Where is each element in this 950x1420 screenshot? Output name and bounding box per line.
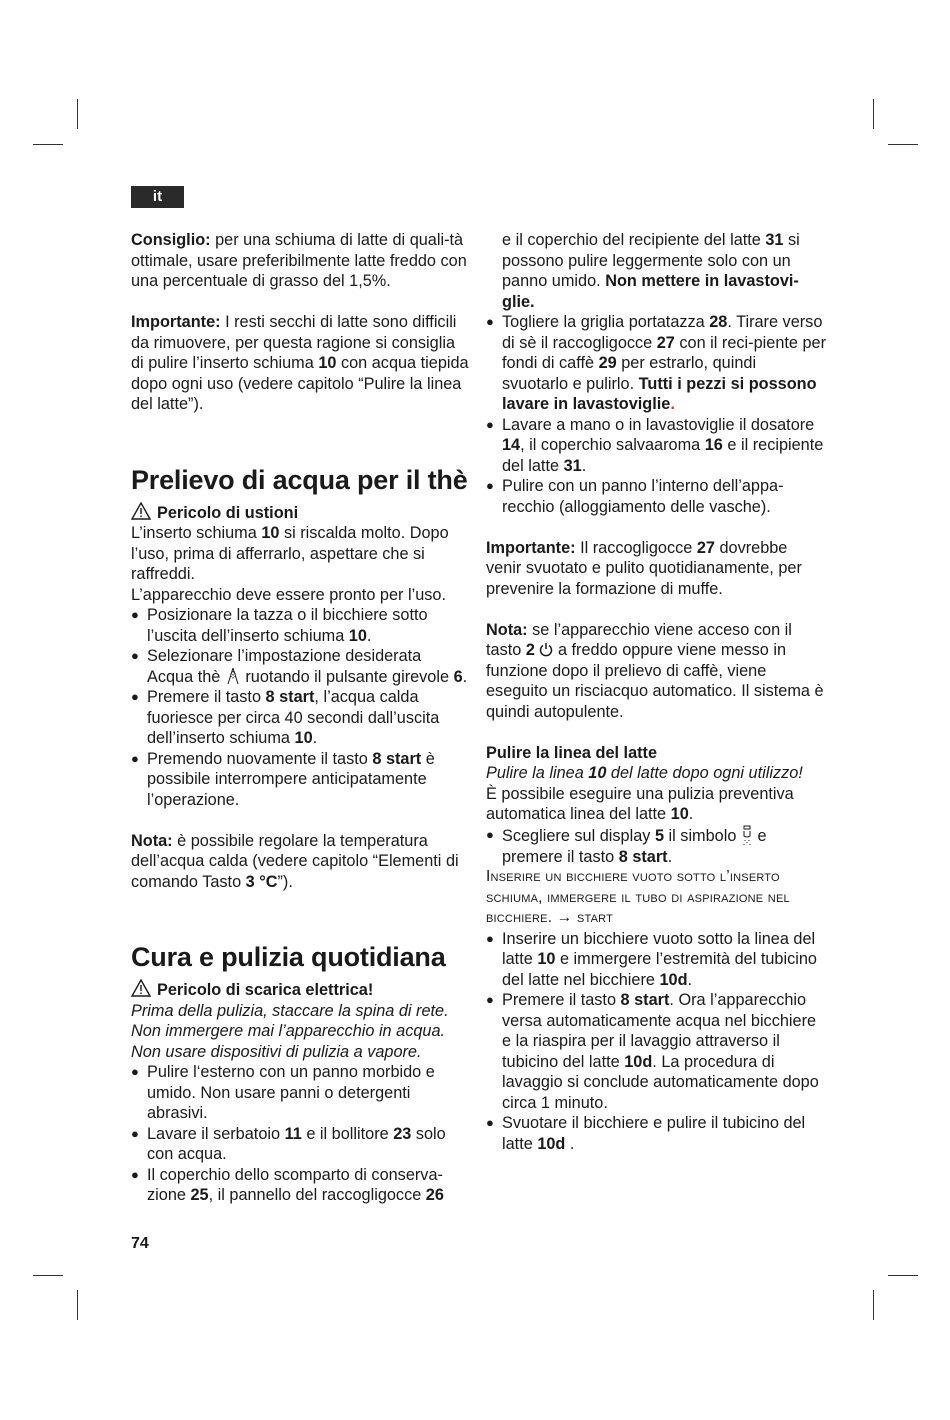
section-heading-cleaning: Cura e pulizia quotidiana (131, 942, 446, 972)
important-paragraph: Importante: Il raccogligocce 27 dovrebbe venir svuotato e pulito quotidianamente, per prevenire la formazione di muffe. (486, 538, 802, 598)
list-item: ● Selezionare l’impostazione desiderata Acqua thè ruotando il pulsante girevole 6. (131, 646, 471, 687)
tea-steps-list (131, 605, 471, 810)
burn-warning-text: L’inserto schiuma 10 si riscalda molto. Dopo l’uso, prima di afferrarlo, aspettare che si raffreddi. (131, 524, 449, 583)
note-paragraph: Nota: se l’apparecchio viene acceso con il tasto 2 a freddo oppure viene messo in funzione dopo il prelievo di caffè, viene eseguito un risciacquo automatico. Il sistema è quindi autopulente. (486, 620, 824, 721)
list-item: ● Posizionare la tazza o il bicchiere sotto l’uscita dell’inserto schiuma 10. (131, 605, 471, 646)
crop-mark (33, 1275, 63, 1276)
important-paragraph: Importante: I resti secchi di latte sono difficili da rimuovere, per questa ragione si consiglia di pulire l’inserto schiuma 10 con acqua tiepida dopo ogni uso (vedere capitolo “Pulire la linea del latte”). (131, 313, 469, 413)
list-item: ● Lavare a mano o in lavastoviglie il dosatore 14, il coperchio salvaaroma 16 e il recipiente del latte 31. (486, 415, 826, 477)
list-item: ● Pulire l‘esterno con un panno morbido e umido. Non usare panni o detergenti abrasivi. (131, 1062, 471, 1124)
crop-mark (33, 144, 63, 145)
warning-triangle-icon (131, 502, 151, 520)
tip-paragraph: Consiglio: per una schiuma di latte di quali-tà ottimale, usare preferibilmente latte freddo con una percentuale di grasso del 1,5%. (131, 231, 467, 290)
cleaning-steps-list-cont (486, 312, 826, 517)
shock-warning-text: Prima della pulizia, staccare la spina di rete. Non immergere mai l’apparecchio in acqua. Non usare dispositivi di pulizia a vapore. (131, 1001, 449, 1061)
crop-mark (77, 1290, 78, 1320)
italic-instruction: Pulire la linea 10 del latte dopo ogni utilizzo! (486, 764, 803, 782)
shock-warning: Pericolo di scarica elettrica! (131, 979, 471, 1001)
milk-line-steps (486, 825, 826, 868)
preventive-text: È possibile eseguire una pulizia preventiva automatica linea del latte 10. (486, 784, 794, 823)
milk-line-steps-cont (486, 929, 826, 1155)
list-item: ● Togliere la griglia portatazza 28. Tirare verso di sè il raccogligocce 27 con il reci-piente per fondi di caffè 29 per estrarlo, quindi svuotarlo e pulirlo. Tutti i pezzi si possono lavare in lavastoviglie. (486, 312, 826, 415)
crop-mark (888, 1275, 918, 1276)
display-message: Inserire un bicchiere vuoto sotto l’inserto schiuma, immergere il tubo di aspirazione nel bicchiere. → start (486, 868, 790, 926)
crop-mark (888, 144, 918, 145)
burn-warning: Pericolo di ustioni (131, 502, 471, 524)
section-heading-tea-water: Prelievo di acqua per il thè (131, 464, 468, 495)
warning-triangle-icon (131, 979, 151, 997)
list-item: ● Premendo nuovamente il tasto 8 start è possibile interrompere anticipatamente l’operazione. (131, 749, 471, 811)
list-item: ● Il coperchio dello scomparto di conserva-zione 25, il pannello del raccogligocce 26 (131, 1165, 471, 1206)
power-icon (539, 642, 553, 657)
crop-mark (873, 1290, 874, 1320)
list-item: ● Premere il tasto 8 start, l’acqua calda fuoriesce per circa 40 secondi dall’uscita dell’inserto schiuma 10. (131, 687, 471, 749)
ready-text: L’apparecchio deve essere pronto per l’uso. (131, 585, 446, 604)
left-column (131, 230, 471, 1206)
crop-mark (77, 99, 78, 129)
crop-mark (873, 99, 874, 129)
right-column (486, 230, 826, 1154)
cleaning-steps-list (131, 1062, 471, 1206)
note-paragraph: Nota: è possibile regolare la temperatura dell’acqua calda (vedere capitolo “Elementi di comando Tasto 3 °C”). (131, 831, 459, 891)
list-item: ● Scegliere sul display 5 il simbolo e premere il tasto 8 start. (486, 825, 826, 868)
list-item: ● Premere il tasto 8 start. Ora l’apparecchio versa automaticamente acqua nel bicchiere e la riaspira per il lavaggio attraverso il tubicino del latte 10d. La procedura di lavaggio si conclude automaticamente dopo circa 1 minuto. (486, 990, 826, 1113)
language-tag: it (131, 186, 184, 208)
list-item: ● Pulire con un panno l’interno dell’appa-recchio (alloggiamento delle vasche). (486, 476, 826, 517)
list-item: ● Inserire un bicchiere vuoto sotto la linea del latte 10 e immergere l’estremità del tubicino del latte nel bicchiere 10d. (486, 929, 826, 991)
page-number: 74 (131, 1235, 149, 1252)
milk-clean-icon (741, 825, 753, 847)
list-item: ● Svuotare il bicchiere e pulire il tubicino del latte 10d . (486, 1113, 826, 1154)
arrow-icon: → (556, 909, 573, 926)
continued-text: e il coperchio del recipiente del latte 31 si possono pulire leggermente solo con un panno umido. Non mettere in lavastovi-glie. (502, 231, 800, 311)
tea-water-icon (225, 667, 241, 685)
list-item: ● Lavare il serbatoio 11 e il bollitore 23 solo con acqua. (131, 1124, 471, 1165)
sub-heading: Pulire la linea del latte (486, 743, 658, 762)
